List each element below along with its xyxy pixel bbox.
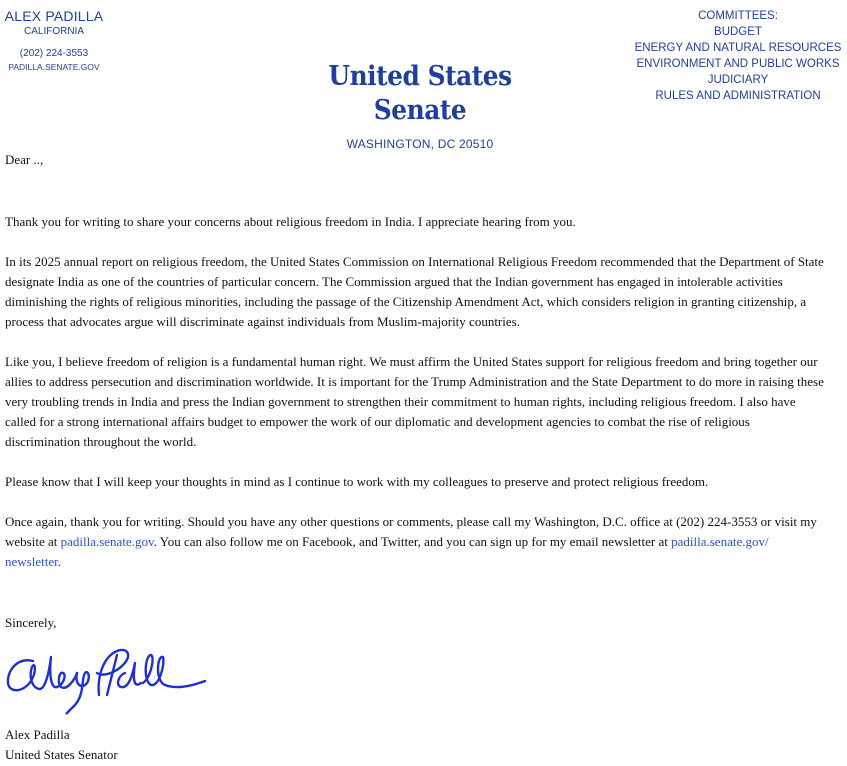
signature-drawing xyxy=(5,643,215,721)
contact-text-1: Once again, thank you for writing. Should you have any other questions or comments, please call my Washington, D.C. office at (202) 224-3553 or visit my website at xyxy=(5,514,817,549)
letter-body xyxy=(5,150,825,765)
sender-block xyxy=(0,8,108,73)
closing: Sincerely, xyxy=(5,615,57,630)
letterhead xyxy=(0,0,847,151)
paragraph-contact xyxy=(5,512,825,572)
committees-title: COMMITTEES: xyxy=(698,10,778,22)
committees-list xyxy=(630,24,846,104)
paragraph-intro: Thank you for writing to share your concerns about religious freedom in India. I appreciate hearing from you. xyxy=(5,214,576,229)
contact-text-2: . You can also follow me on Facebook, and Twitter, and you can sign up for my email newsletter at xyxy=(153,534,672,549)
senate-heading xyxy=(270,60,570,152)
paragraph-religious-freedom: Like you, I believe freedom of religion is a fundamental human right. We must affirm the United States support for religious freedom and bring together our allies to address persecution and discrimination worldwide. It is important for the Trump Administration and the State Department to do more in raising these very troubling trends in India and press the Indian government to strengthen their commitment to human rights, including religious freedom. I also have called for a strong international affairs budget to empower the work of our diplomatic and development agencies to combat the rise of religious discrimination throughout the world. xyxy=(5,354,824,449)
committee-item: ENERGY AND NATURAL RESOURCES xyxy=(634,42,842,54)
committee-item: BUDGET xyxy=(714,26,762,38)
signer-name: Alex Padilla xyxy=(5,727,70,742)
senate-address: WASHINGTON, DC 20510 xyxy=(346,137,494,151)
committee-item: ENVIRONMENT AND PUBLIC WORKS xyxy=(636,58,840,70)
website-link[interactable]: padilla.senate.gov xyxy=(60,534,154,549)
paragraph-commission-report: In its 2025 annual report on religious freedom, the United States Commission on International Religious Freedom recommended that the Department of State designate India as one of the countries of particular concern. The Commission argued that the Indian government has engaged in intolerable activities diminishing the rights of religious minorities, including the passage of the Citizenship Amendment Act, which considers religion in granting citizenship, a process that advocates argue will discriminate against individuals from Muslim-majority countries. xyxy=(5,254,824,329)
committee-item: JUDICIARY xyxy=(707,74,769,86)
paragraph-thoughts: Please know that I will keep your thoughts in mind as I continue to work with my colleagues to preserve and protect religious freedom. xyxy=(5,474,709,489)
senate-title: United States Senate xyxy=(328,61,512,126)
sender-name: ALEX PADILLA xyxy=(4,8,104,24)
sender-website: PADILLA.SENATE.GOV xyxy=(8,62,100,72)
committee-item: RULES AND ADMINISTRATION xyxy=(655,90,821,102)
signer-title: United States Senator xyxy=(5,747,118,762)
newsletter-link[interactable]: padilla.senate.gov/ newsletter xyxy=(5,534,769,569)
committees-block xyxy=(630,8,846,104)
signature xyxy=(5,643,825,725)
contact-text-3: . xyxy=(57,554,61,569)
salutation: Dear .., xyxy=(5,152,44,167)
sender-phone: (202) 224-3553 xyxy=(19,48,89,59)
sender-state: CALIFORNIA xyxy=(23,26,84,37)
